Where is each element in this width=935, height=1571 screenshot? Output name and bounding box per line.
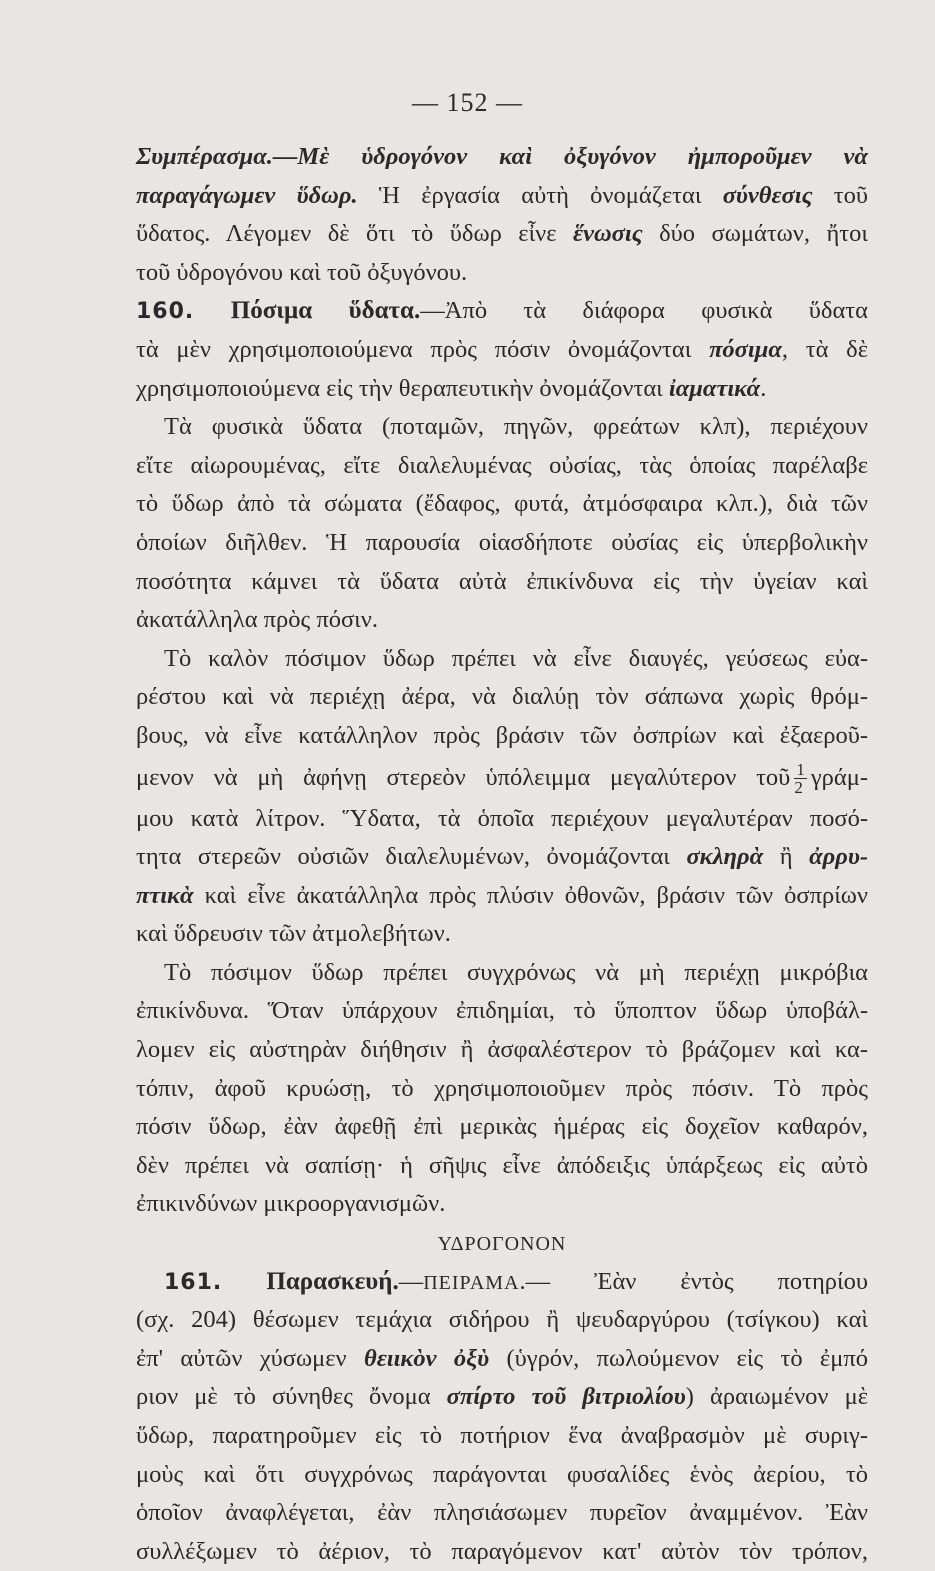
text-segment: ἐπικινδύνων μικροοργανισμῶν. <box>136 1190 446 1218</box>
emphasized-term: σπίρτο τοῦ βιτριολίου <box>446 1383 686 1411</box>
text-segment: ριον μὲ τὸ σύνηθες ὄνομα <box>136 1383 447 1411</box>
text-segment: τὸ ὕδωρ ἀπὸ τὰ σώματα (ἔδαφος, φυτά, ἀτμόσφαιρα κλπ.), διὰ τῶν <box>136 490 868 518</box>
caps-text: ΠΕΙΡΑΜΑ <box>423 1271 520 1294</box>
text-line <box>136 292 868 331</box>
text-line <box>136 717 868 756</box>
text-line <box>136 678 868 717</box>
text-segment: χρησιμοποιούμενα εἰς τὴν θεραπευτικὴν ὀνομάζονται <box>136 374 669 402</box>
text-segment: (σχ. 204) θέσωμεν τεμάχια σιδήρου ἢ ψευδαργύρου (τσίγκου) καὶ <box>136 1306 868 1334</box>
text-segment: Τὸ καλὸν πόσιμον ὕδωρ πρέπει νὰ εἶνε διαυγές, γεύσεως εὐα- <box>164 644 868 672</box>
text-line <box>136 1301 868 1340</box>
text-segment: συλλέξωμεν τὸ ἀέριον, τὸ παραγόμενον κατ' αὐτὸν τὸν τρόπον, <box>136 1537 868 1565</box>
text-segment: ρέστου καὶ νὰ περιέχῃ ἀέρα, νὰ διαλύῃ τὸν σάπωνα χωρὶς θρόμ- <box>136 683 868 711</box>
text-line <box>136 800 868 839</box>
caps-text: ΥΔΡΟΓΟΝΟΝ <box>437 1233 567 1256</box>
text-line <box>136 177 868 216</box>
text-segment: ὕδωρ, παρατηροῦμεν εἰς τὸ ποτήριον ἕνα ἀναβρασμὸν μὲ συριγ- <box>136 1422 868 1449</box>
text-line <box>136 1456 868 1495</box>
text-line <box>136 1185 868 1224</box>
text-segment: καὶ εἶνε ἀκατάλληλα πρὸς πλύσιν ὀθονῶν, βράσιν τῶν ὀσπρίων <box>193 881 868 909</box>
fraction <box>794 761 807 796</box>
text-segment: ἀκατάλληλα πρὸς πόσιν. <box>136 606 378 634</box>
body-text <box>136 138 868 1571</box>
emphasized-term: πτικὰ <box>136 881 194 909</box>
text-line <box>136 215 868 254</box>
emphasized-term: πόσιμα <box>709 335 782 363</box>
text-segment: τοῦ <box>812 181 868 209</box>
text-line <box>136 138 868 177</box>
text-segment: — <box>398 1267 424 1295</box>
text-segment: καὶ ὕδρευσιν τῶν ἀτμολεβήτων. <box>136 920 451 948</box>
section-number: 161. <box>164 1269 223 1295</box>
emphasized-term: θειικὸν ὀξὺ <box>364 1344 490 1372</box>
text-line <box>136 601 868 640</box>
text-segment: . <box>760 374 767 402</box>
text-segment: εἴτε αἰωρουμένας, εἴτε διαλελυμένας οὐσίας, τὰς ὁποίας παρέλαβε <box>136 451 868 479</box>
emphasized-term: Συμπέρασμα.—Μὲ ὑδρογόνον καὶ ὀξυγόνον ἠμποροῦμεν νὰ <box>136 143 868 170</box>
emphasized-term: σύνθεσις <box>722 181 813 209</box>
text-line <box>136 954 868 993</box>
text-segment: τοῦ ὑδρογόνου καὶ τοῦ ὀξυγόνου. <box>136 258 468 286</box>
text-segment: , τὰ δὲ <box>781 335 869 363</box>
section-title: Παρασκευή. <box>222 1267 399 1295</box>
emphasized-term: παραγάγωμεν ὕδωρ. <box>136 181 358 209</box>
text-segment: τὰ μὲν χρησιμοποιούμενα πρὸς πόσιν ὀνομάζονται <box>136 335 710 363</box>
text-line <box>136 254 868 293</box>
text-segment: λομεν εἰς αὐστηρὰν διήθησιν ἢ ἀσφαλέστερον τὸ βράζομεν καὶ κα- <box>136 1036 868 1064</box>
emphasized-term: ἰαματικά <box>668 374 761 402</box>
text-segment: ὁποίων διῆλθεν. Ἡ παρουσία οἱασδήποτε οὐσίας εἰς ὑπερβολικὴν <box>136 528 868 556</box>
emphasized-term: ἀρρυ- <box>809 843 869 871</box>
text-line <box>136 1070 868 1109</box>
text-line <box>136 1031 868 1070</box>
text-line <box>136 1417 868 1456</box>
page-number: — 152 — <box>412 88 523 117</box>
text-segment: ὕδατος. Λέγομεν δὲ ὅτι τὸ ὕδωρ εἶνε <box>136 220 574 248</box>
text-line <box>136 485 868 524</box>
emphasized-term: σκληρὰ <box>686 843 764 871</box>
text-line <box>136 408 868 447</box>
text-line <box>136 992 868 1031</box>
text-segment: Τὸ πόσιμον ὕδωρ πρέπει συγχρόνως νὰ μὴ περιέχῃ μικρόβια <box>164 958 868 986</box>
text-segment: ἐπ' αὐτῶν χύσωμεν <box>136 1344 364 1372</box>
text-segment: ἐπικίνδυνα. Ὅταν ὑπάρχουν ἐπιδημίαι, τὸ ὕποπτον ὕδωρ ὑποβάλ- <box>136 997 868 1025</box>
text-segment: γράμ- <box>810 763 868 791</box>
text-segment: ἢ <box>763 843 810 871</box>
text-segment: .— Ἐὰν ἐντὸς ποτηρίου <box>519 1267 868 1295</box>
text-line <box>136 1108 868 1147</box>
text-line <box>136 1533 868 1571</box>
text-segment: τητα στερεῶν οὐσιῶν διαλελυμένων, ὀνομάζονται <box>136 843 687 871</box>
text-line <box>136 1340 868 1379</box>
text-line <box>136 838 868 877</box>
text-line <box>136 1378 868 1417</box>
text-line <box>136 331 868 370</box>
text-segment: μενον νὰ μὴ ἀφήνῃ στερεὸν ὑπόλειμμα μεγαλύτερον τοῦ <box>136 763 791 791</box>
text-segment: Τὰ φυσικὰ ὕδατα (ποταμῶν, πηγῶν, φρεάτων κλπ), περιέχουν <box>164 413 868 441</box>
text-segment: δύο σωμάτων, ἤτοι <box>642 220 868 248</box>
fraction-denominator: 2 <box>794 778 803 798</box>
section-title: Πόσιμα ὕδατα. <box>194 297 421 325</box>
text-line <box>136 447 868 486</box>
text-segment: δὲν πρέπει νὰ σαπίσῃ· ἡ σῆψις εἶνε ἀπόδειξις ὑπάρξεως εἰς αὐτὸ <box>136 1151 868 1179</box>
text-segment: ὁποῖον ἀναφλέγεται, ἐὰν πλησιάσωμεν πυρεῖον ἀναμμένον. Ἐὰν <box>136 1499 868 1527</box>
text-line <box>136 1263 868 1302</box>
text-line <box>136 640 868 679</box>
text-line <box>136 915 868 954</box>
text-segment: βους, νὰ εἶνε κατάλληλον πρὸς βράσιν τῶν ὀσπρίων καὶ ἐξαεροῦ- <box>136 721 868 749</box>
text-line <box>136 877 868 916</box>
text-segment: μοὺς καὶ ὅτι συγχρόνως παράγονται φυσαλίδες ἑνὸς ἀερίου, τὸ <box>136 1460 868 1488</box>
text-line <box>136 524 868 563</box>
text-line <box>136 1147 868 1186</box>
section-heading <box>136 1224 868 1263</box>
fraction-numerator: 1 <box>796 760 805 780</box>
text-segment: πόσιν ὕδωρ, ἐὰν ἀφεθῇ ἐπὶ μερικὰς ἡμέρας εἰς δοχεῖον καθαρόν, <box>136 1113 868 1141</box>
text-segment: —Ἀπὸ τὰ διάφορα φυσικὰ ὕδατα <box>420 297 868 325</box>
text-segment: μου κατὰ λίτρον. Ὕδατα, τὰ ὁποῖα περιέχουν μεγαλυτέραν ποσό- <box>136 804 868 832</box>
text-segment: ποσότητα κάμνει τὰ ὕδατα αὐτὰ ἐπικίνδυνα εἰς τὴν ὑγείαν καὶ <box>136 567 868 595</box>
section-number: 160. <box>136 299 195 325</box>
text-segment: Ἡ ἐργασία αὐτὴ ὀνομάζεται <box>357 181 723 209</box>
text-segment: τόπιν, ἀφοῦ κρυώσῃ, τὸ χρησιμοποιοῦμεν πρὸς πόσιν. Τὸ πρὸς <box>136 1074 868 1102</box>
text-segment: ) ἀραιωμένον μὲ <box>685 1383 869 1411</box>
text-line <box>136 563 868 602</box>
emphasized-term: ἕνωσις <box>573 220 643 248</box>
text-line <box>136 370 868 409</box>
text-segment: (ὑγρόν, πωλούμενον εἰς τὸ ἐμπό <box>489 1344 868 1372</box>
text-line <box>136 756 868 800</box>
